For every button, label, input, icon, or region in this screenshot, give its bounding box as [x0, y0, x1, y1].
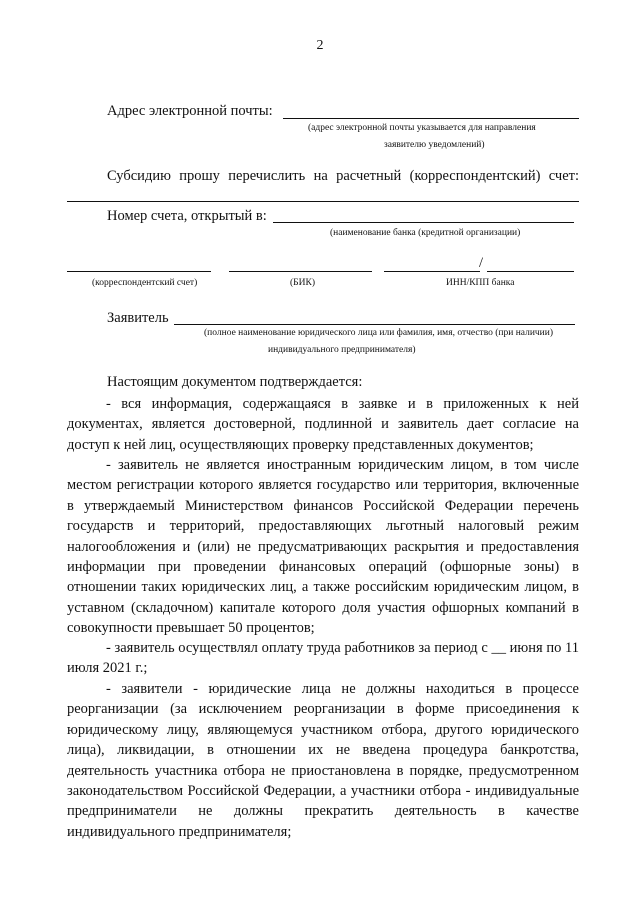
confirmation-item: - заявители - юридические лица не должны находиться в процессе реорганизации (за исключением реорганизации в форме присоединения к юридическому лицу, являющемуся участником отбора, другого юридического лица), ликвидации, в отношении их не введена процедура банкротства, деятельность участника отбора не приостановлена в порядке, предусмотренном законодательством Российской Федерации, а участники отбора - индивидуальные предприниматели не должны прекратить деятельность в качестве индивидуального предпринимателя;	[67, 681, 579, 840]
page-number: 2	[316, 38, 324, 53]
applicant-name-line[interactable]	[174, 324, 575, 325]
email-hint-line1: (адрес электронной почты указывается для направления	[308, 123, 536, 133]
applicant-hint-line1: (полное наименование юридического лица или фамилия, имя, отчество (при наличии)	[204, 328, 554, 338]
confirmation-item: - заявитель осуществлял оплату труда работников за период с __ июня по 11 июля 2021 г.;	[67, 640, 579, 677]
applicant-hint-line2: индивидуального предпринимателя)	[268, 345, 416, 355]
corr-account-hint: (корреспондентский счет)	[92, 278, 198, 288]
subsidy-label: Субсидию прошу перечислить на расчетный (корреспондентский) счет:	[107, 168, 579, 184]
email-hint-line2: заявителю уведомлений)	[384, 140, 485, 150]
account-label: Номер счета, открытый в:	[107, 208, 267, 224]
email-label: Адрес электронной почты:	[107, 103, 273, 119]
confirmation-item: - вся информация, содержащаяся в заявке и в приложенных к ней документах, является достоверной, подлинной и заявитель дает согласие на доступ к ней лиц, осуществляющих проверку представленных документов;	[67, 396, 579, 453]
bank-name-line[interactable]	[273, 222, 574, 223]
bik-hint: (БИК)	[290, 278, 315, 288]
subsidy-account-line[interactable]	[67, 201, 579, 202]
confirmation-intro: Настоящим документом подтверждается:	[107, 374, 363, 390]
kpp-line[interactable]	[487, 271, 574, 272]
corr-account-line[interactable]	[67, 271, 211, 272]
inn-kpp-hint: ИНН/КПП банка	[446, 278, 515, 288]
inn-line[interactable]	[384, 271, 480, 272]
bik-line[interactable]	[229, 271, 372, 272]
confirmation-item: - заявитель не является иностранным юридическим лицом, в том числе местом регистрации которого является государство или территория, включенные в утверждаемый Министерством финансов Российской Федерации перечень государств и территорий, предоставляющих льготный налоговый режим налогообложения и (или) не предусматривающих раскрытия и предоставления информации при проведении финансовых операций (офшорные зоны) в отношении таких юридических лиц, а также российским юридическим лицом, в уставном (складочном) капитале которого доля участия офшорных компаний в совокупности превышает 50 процентов;	[67, 457, 579, 637]
inn-kpp-separator: /	[479, 255, 484, 271]
email-field-line[interactable]	[283, 118, 579, 119]
bank-name-hint: (наименование банка (кредитной организации)	[330, 228, 521, 238]
applicant-label: Заявитель	[107, 310, 169, 326]
